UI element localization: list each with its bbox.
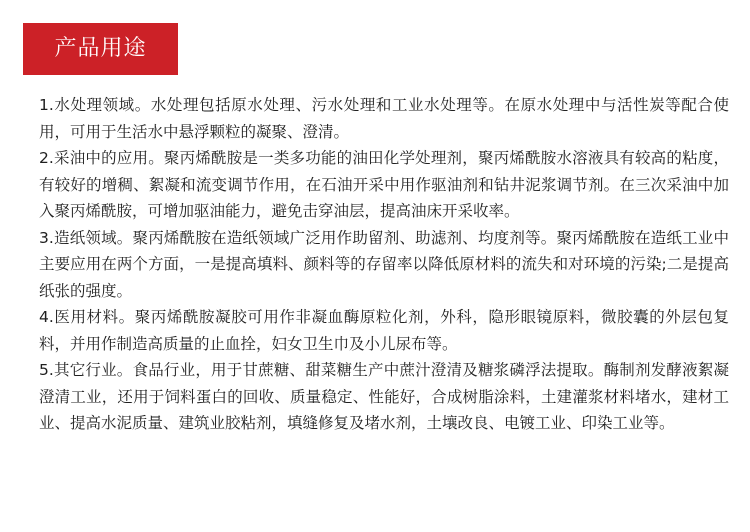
usage-paragraph-water-treatment: 1.水处理领域。水处理包括原水处理、污水处理和工业水处理等。在原水处理中与活性炭等配合使用，可用于生活水中悬浮颗粒的凝聚、澄清。: [39, 96, 729, 141]
usage-paragraph-medical: 4.医用材料。聚丙烯酰胺凝胶可用作非凝血酶原粒化剂，外科，隐形眼镜原料，微胶囊的外层包复料，并用作制造高质量的止血拴，妇女卫生巾及小儿尿布等。: [39, 308, 729, 353]
usage-paragraph-papermaking: 3.造纸领域。聚丙烯酰胺在造纸领域广泛用作助留剂、助滤剂、均度剂等。聚丙烯酰胺在造纸工业中主要应用在两个方面，一是提高填料、颜料等的存留率以降低原材料的流失和对环境的污染;二是提高纸张的强度。: [39, 228, 729, 300]
usage-content: [39, 92, 729, 437]
usage-paragraph-other-industries: 5.其它行业。食品行业，用于甘蔗糖、甜菜糖生产中蔗汁澄清及糖浆磷浮法提取。酶制剂发酵液絮凝澄清工业，还用于饲料蛋白的回收、质量稳定、性能好，合成树脂涂料，土建灌浆材料堵水，建材工业、提高水泥质量、建筑业胶粘剂，填缝修复及堵水剂，土壤改良、电镀工业、印染工业等。: [39, 361, 729, 432]
section-title-banner: 产品用途: [23, 23, 178, 75]
usage-paragraph-oil-extraction: 2.采油中的应用。聚丙烯酰胺是一类多功能的油田化学处理剂，聚丙烯酰胺水溶液具有较高的粘度，有较好的增稠、絮凝和流变调节作用，在石油开采中用作驱油剂和钻井泥浆调节剂。在三次采油中加入聚丙烯酰胺，可增加驱油能力，避免击穿油层，提高油床开采收率。: [39, 149, 729, 220]
